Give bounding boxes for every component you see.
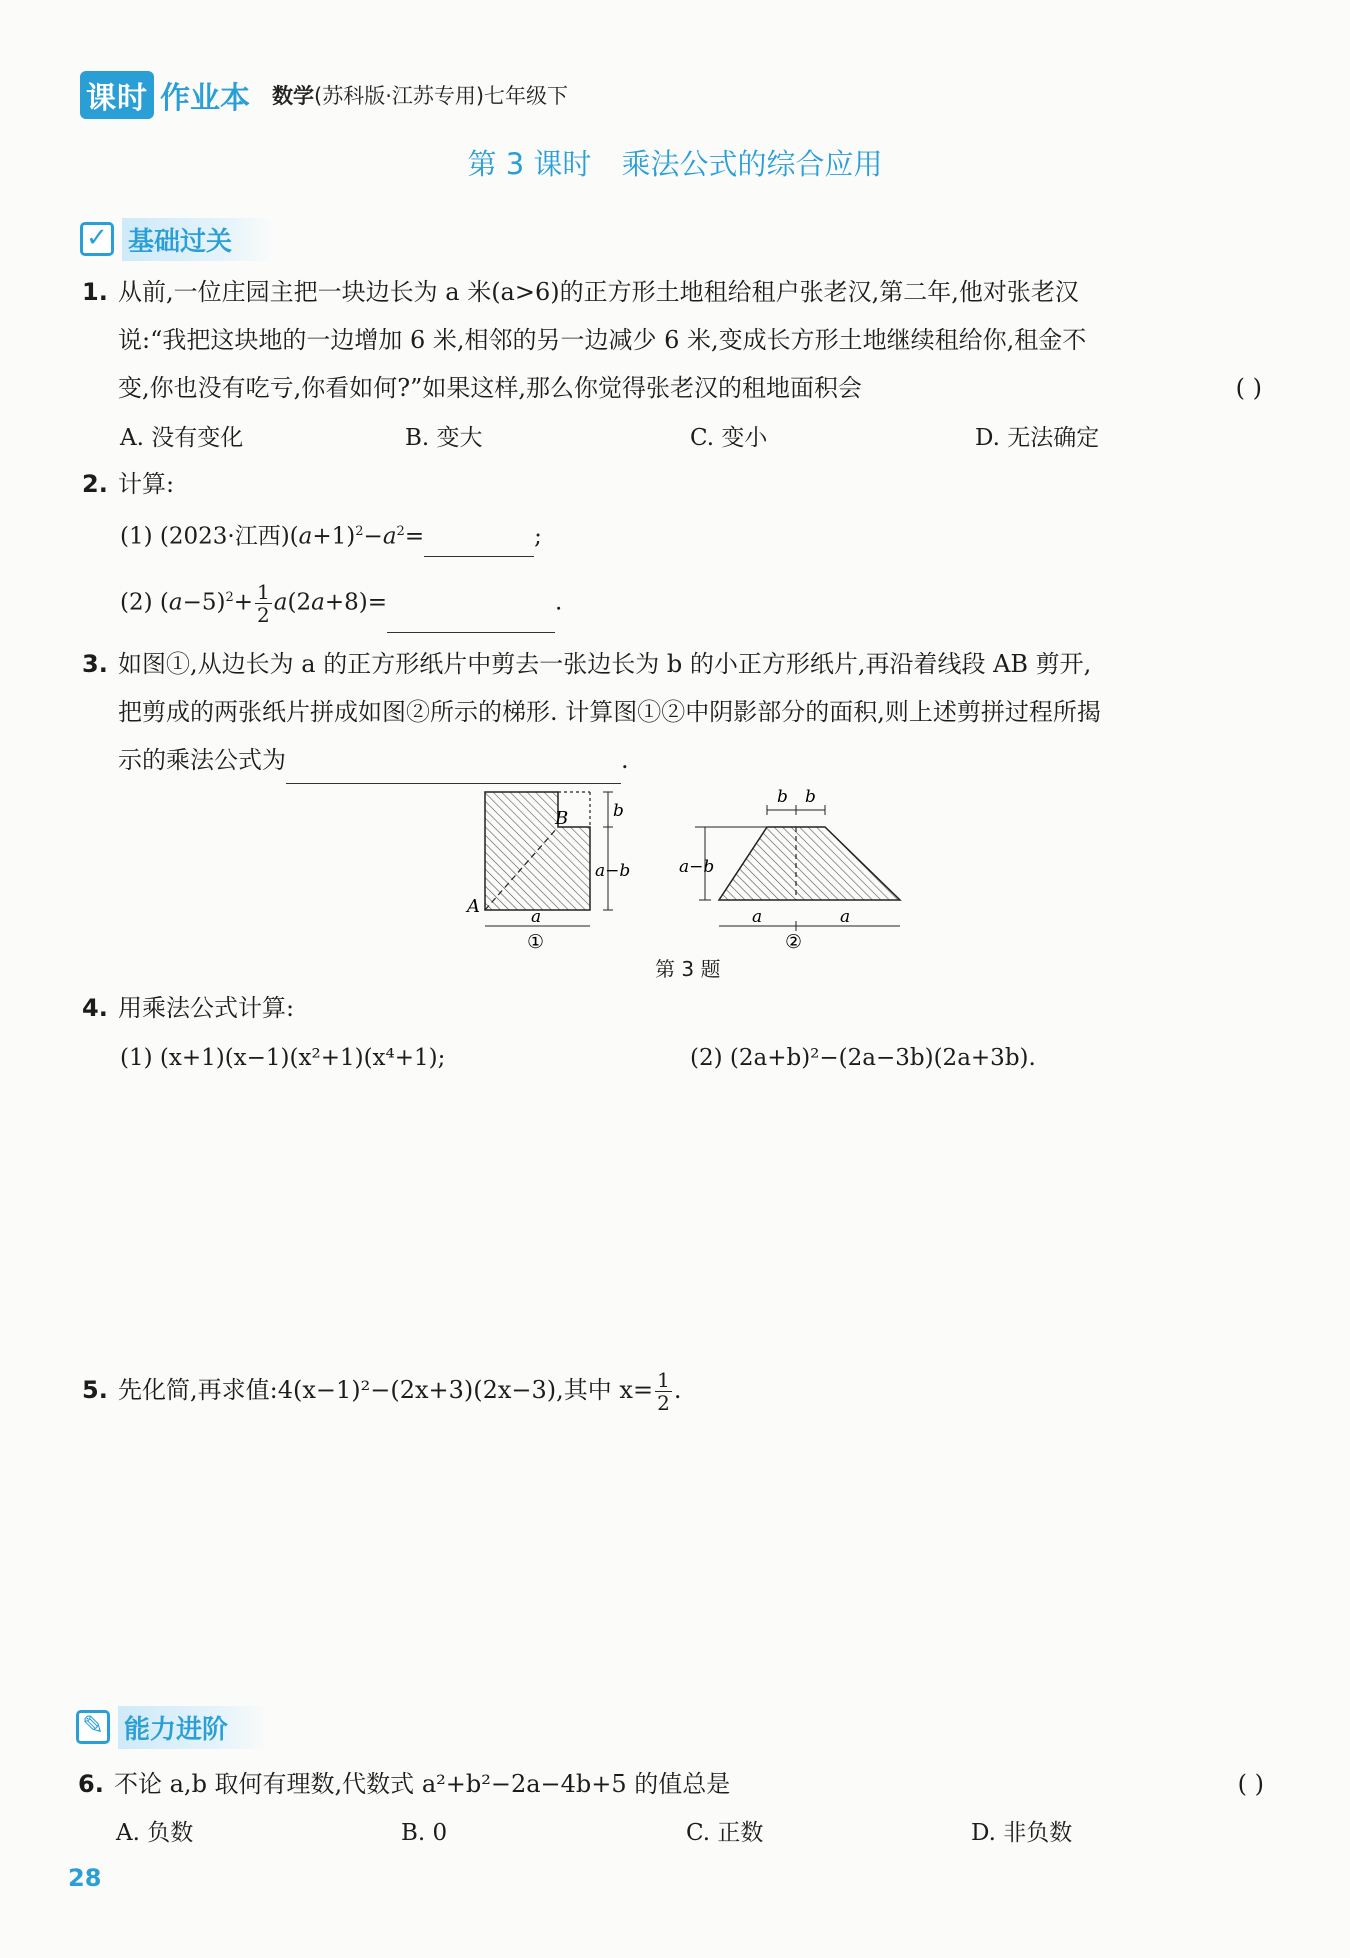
- page-number: 28: [68, 1864, 102, 1892]
- q4-part2: (2) (2a+b)²−(2a−3b)(2a+3b).: [690, 1045, 1036, 1071]
- q2-p2-frac-num: 1: [257, 580, 270, 605]
- fig2-label-a1: a: [752, 907, 763, 927]
- fig1-label-b-point: B: [555, 808, 569, 829]
- q3-line3-end: .: [621, 746, 629, 774]
- logo-text: 作业本: [160, 81, 250, 116]
- q1-number: 1.: [82, 278, 108, 306]
- q5-frac-den: 2: [657, 1391, 670, 1415]
- q2-p2-plus: +: [233, 589, 254, 616]
- q4-number: 4.: [82, 994, 108, 1022]
- section-basic: [80, 218, 272, 260]
- question-3: [82, 640, 1282, 784]
- q3-line3: 示的乘法公式为: [118, 746, 286, 774]
- edition: (苏科版·江苏专用)七年级下: [314, 84, 569, 108]
- question-1: [82, 268, 1262, 412]
- q2-p2-var3: a: [311, 589, 325, 616]
- q5-frac-num: 1: [657, 1368, 670, 1392]
- q4-part1: (1) (x+1)(x−1)(x²+1)(x⁴+1);: [120, 1045, 446, 1071]
- q3-line2: 把剪成的两张纸片拼成如图②所示的梯形. 计算图①②中阴影部分的面积,则上述剪拼过程所揭: [118, 698, 1101, 726]
- section-advanced: [76, 1706, 268, 1748]
- fig1-number: ①: [527, 931, 545, 950]
- fig2-number: ②: [785, 931, 803, 950]
- question-4: [82, 984, 294, 1032]
- q2-p1-minus: −: [363, 523, 383, 550]
- q6-option-d[interactable]: D. 非负数: [971, 1820, 1073, 1846]
- q2-p1-term: +1): [312, 523, 356, 550]
- book-header: [80, 70, 568, 120]
- q4-stem: 用乘法公式计算:: [118, 994, 295, 1022]
- section-advanced-label: 能力进阶: [118, 1706, 268, 1749]
- q2-p1-end: ;: [534, 523, 542, 550]
- q1-line2: 说:“我把这块地的一边增加 6 米,相邻的另一边减少 6 米,变成长方形土地继续租给你,租金不: [118, 326, 1087, 354]
- fig2-label-amb: a−b: [679, 857, 715, 877]
- lesson-name: 乘法公式的综合应用: [621, 147, 883, 181]
- q3-line1: 如图①,从边长为 a 的正方形纸片中剪去一张边长为 b 的小正方形纸片,再沿着线段 AB 剪开,: [118, 650, 1092, 678]
- fig1-label-b: b: [613, 801, 624, 821]
- q3-number: 3.: [82, 650, 108, 678]
- q2-p1-prefix: (1) (2023·江西)(: [120, 523, 299, 550]
- q1-option-d[interactable]: D. 无法确定: [975, 425, 1100, 451]
- q1-option-b[interactable]: B. 变大: [405, 425, 483, 451]
- q2-number: 2.: [82, 470, 108, 498]
- q2-p1-answer-blank[interactable]: [424, 526, 534, 557]
- q5-number: 5.: [82, 1376, 108, 1404]
- check-square-icon: ✓: [80, 222, 114, 256]
- q2-p2-term2: +8)=: [324, 589, 387, 616]
- q6-stem: 不论 a,b 取何有理数,代数式 a²+b²−2a−4b+5 的值总是: [114, 1770, 731, 1798]
- q2-p1-exp2: 2: [396, 524, 405, 539]
- section-basic-label: 基础过关: [122, 218, 272, 261]
- q5-stem: 先化简,再求值:4(x−1)²−(2x+3)(2x−3),其中 x=: [118, 1376, 654, 1404]
- lesson-number: 第 3 课时: [467, 147, 592, 181]
- q1-option-c[interactable]: C. 变小: [690, 425, 768, 451]
- q2-p2-prefix: (2) (: [120, 589, 169, 616]
- q2-p2-frac-den: 2: [257, 603, 270, 628]
- q2-p2-answer-blank[interactable]: [387, 602, 555, 633]
- q5-end: .: [673, 1376, 682, 1404]
- q2-part1: [120, 512, 542, 557]
- fig2-label-a2: a: [840, 907, 851, 927]
- question-6: [78, 1760, 1264, 1808]
- q2-p2-var: a: [168, 589, 183, 616]
- fig1-label-amb: a−b: [595, 861, 631, 881]
- fig1-label-a-point: A: [467, 896, 480, 917]
- q3-figure: [455, 780, 945, 950]
- q2-p2-paren: (2: [287, 589, 312, 616]
- q6-options: [116, 1815, 1216, 1851]
- q3-caption: 第 3 题: [655, 957, 721, 981]
- fig2-trapezoid: [719, 827, 900, 900]
- q1-line1: 从前,一位庄园主把一块边长为 a 米(a>6)的正方形土地租给租户张老汉,第二年,他对张老汉: [118, 278, 1079, 306]
- q2-p1-var: a: [298, 523, 313, 550]
- q2-p2-var2: a: [273, 589, 288, 616]
- q2-p2-fraction: [255, 581, 272, 626]
- q2-stem: 计算:: [118, 470, 175, 498]
- fig1-label-a: a: [531, 907, 542, 927]
- q2-part2: [120, 568, 562, 633]
- q2-p1-var2: a: [382, 523, 397, 550]
- question-2: [82, 460, 174, 508]
- q5-fraction: [655, 1369, 672, 1414]
- q1-answer-paren[interactable]: ( ): [1235, 374, 1262, 402]
- q6-option-b[interactable]: B. 0: [401, 1820, 448, 1846]
- pencil-square-icon: ✎: [76, 1710, 110, 1744]
- q6-option-a[interactable]: A. 负数: [116, 1820, 194, 1846]
- book-info: [272, 80, 568, 110]
- q6-answer-paren[interactable]: ( ): [1237, 1770, 1264, 1798]
- q2-p1-exp: 2: [355, 524, 364, 539]
- fig2-label-b2: b: [805, 787, 816, 807]
- question-5: [82, 1360, 681, 1420]
- fig2-label-b1: b: [777, 787, 788, 807]
- q6-number: 6.: [78, 1770, 104, 1798]
- lesson-title: [0, 142, 1350, 183]
- q2-p2-exp: 2: [225, 590, 234, 605]
- q1-option-a[interactable]: A. 没有变化: [120, 425, 244, 451]
- figure-2: [679, 787, 900, 950]
- q1-options: [120, 420, 1220, 456]
- figure-1: [465, 792, 630, 950]
- q2-p2-end: .: [554, 589, 563, 616]
- subject: 数学: [272, 84, 314, 108]
- q2-p1-eq: =: [404, 523, 425, 550]
- q2-p2-term: −5): [182, 589, 226, 616]
- logo-box: 课时: [80, 71, 154, 119]
- q1-line3: 变,你也没有吃亏,你看如何?”如果这样,那么你觉得张老汉的租地面积会: [118, 374, 863, 402]
- q3-answer-blank[interactable]: [286, 749, 621, 784]
- q6-option-c[interactable]: C. 正数: [686, 1820, 764, 1846]
